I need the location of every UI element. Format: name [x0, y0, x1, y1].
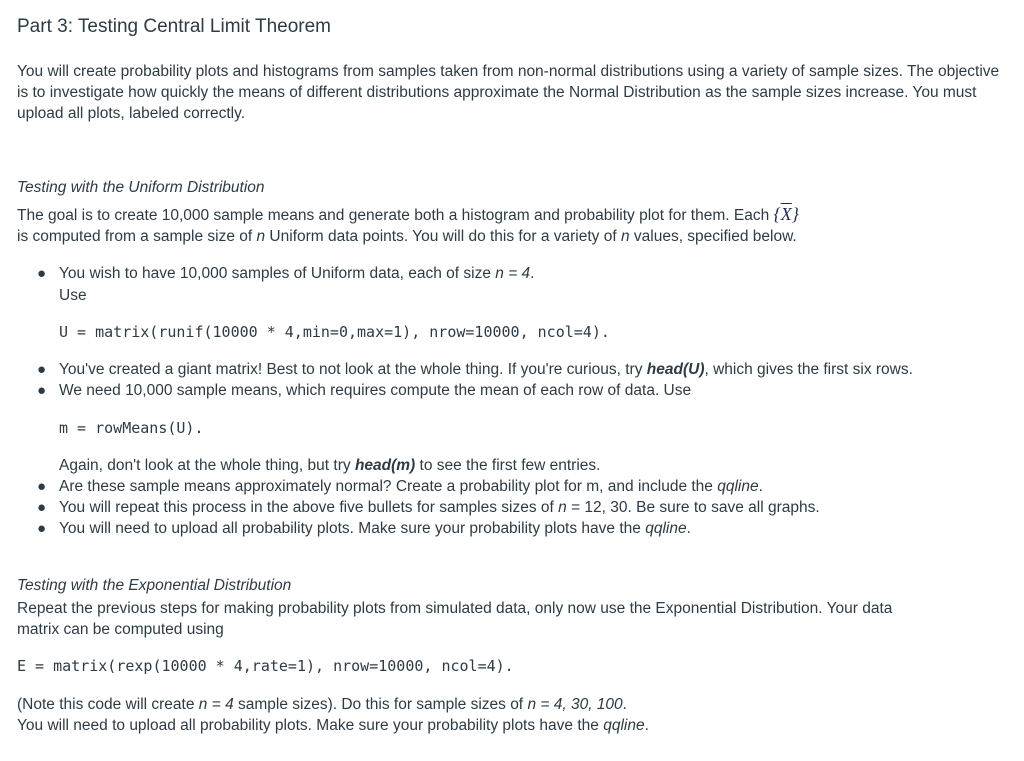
xbar-open-brace: { [773, 204, 781, 224]
bullet-2-end: , which gives the first six rows. [704, 361, 913, 378]
use-label: Use [59, 287, 87, 304]
uniform-heading: Testing with the Uniform Distribution [17, 179, 265, 196]
bullet-dot: ● [37, 520, 47, 537]
uniform-goal-text-a: The goal is to create 10,000 sample means and generate both a histogram and probability plot for them. Each [17, 207, 774, 224]
bullet-2 [37, 359, 913, 380]
bullet-1 [37, 263, 534, 284]
code-uniform-matrix: U = matrix(runif(10000 * 4,min=0,max=1), nrow=10000, ncol=4). [59, 323, 610, 341]
bullet-5 [37, 497, 820, 518]
uniform-goal-line1 [17, 204, 799, 226]
code-rowmeans: m = rowMeans(U). [59, 419, 204, 437]
exponential-line2: matrix can be computed using [17, 621, 224, 638]
head-u-code: head(U) [646, 361, 705, 378]
qqline-term: qqline [717, 478, 759, 495]
sample-sizes: n = 4, 30, 100 [527, 696, 623, 713]
uniform-goal-line2 [17, 226, 797, 247]
qqline-term: qqline [603, 717, 645, 734]
again-end: to see the first few entries. [415, 457, 601, 474]
bullet-1-text: You wish to have 10,000 samples of Uniform data, each of size [59, 265, 496, 282]
note-text-a: (Note this code will create [17, 696, 199, 713]
n-variable: n [256, 228, 266, 245]
bullet-dot: ● [37, 382, 47, 399]
n-variable: n [620, 228, 630, 245]
goal-text-b1: is computed from a sample size of [17, 228, 257, 245]
bullet-2-text: You've created a giant matrix! Best to not look at the whole thing. If you're curious, try [59, 361, 647, 378]
bullet-dot: ● [37, 499, 47, 516]
code-exponential-matrix: E = matrix(rexp(10000 * 4,rate=1), nrow=10000, ncol=4). [17, 657, 514, 675]
n-equals-4: n = 4 [495, 265, 531, 282]
bullet-6-text: You will need to upload all probability plots. Make sure your probability plots have the [59, 520, 646, 537]
n-variable: n [558, 499, 567, 516]
again-text: Again, don't look at the whole thing, but try [59, 457, 355, 474]
exponential-line1: Repeat the previous steps for making probability plots from simulated data, only now use the Exponential Distribution. Your data [17, 600, 893, 617]
bullet-1-end: . [530, 265, 535, 282]
bullet-5-end: = 12, 30. Be sure to save all graphs. [566, 499, 820, 516]
bullet-dot: ● [37, 361, 47, 378]
goal-text-b3: values, specified below. [629, 228, 797, 245]
page-title: Part 3: Testing Central Limit Theorem [17, 16, 331, 37]
bullet-4 [37, 476, 763, 497]
bullet-4-text: Are these sample means approximately normal? Create a probability plot for m, and include the [59, 478, 718, 495]
bullet-6-end: . [686, 520, 691, 537]
xbar-symbol: $\overline{X}$ [780, 204, 792, 224]
bullet-3-text: We need 10,000 sample means, which requires compute the mean of each row of data. Use [59, 382, 692, 399]
bullet-6 [37, 518, 691, 539]
upload-end: . [644, 717, 649, 734]
bullet-dot: ● [37, 265, 47, 282]
bullet-dot: ● [37, 478, 47, 495]
note-text-b: sample sizes). Do this for sample sizes of [233, 696, 528, 713]
head-m-code: head(m) [354, 457, 416, 474]
bullet-4-end: . [758, 478, 763, 495]
note-end: . [622, 696, 627, 713]
bullet-3 [37, 380, 691, 401]
qqline-term: qqline [645, 520, 687, 537]
again-line [59, 455, 600, 476]
xbar-expression [774, 204, 799, 224]
upload-text: You will need to upload all probability plots. Make sure your probability plots have the [17, 717, 604, 734]
bullet-5-text: You will repeat this process in the above five bullets for samples sizes of [59, 499, 559, 516]
xbar-close-brace: } [791, 204, 799, 224]
exponential-note [17, 694, 627, 715]
intro-paragraph: You will create probability plots and histograms from samples taken from non-normal distributions using a variety of sample sizes. The objective is to investigate how quickly the means of different distributions approximate the Normal Distribution as the sample sizes increase. You must upload all plots, labeled correctly. [17, 63, 1000, 122]
exponential-upload-line [17, 715, 649, 736]
n-equals-4: n = 4 [198, 696, 234, 713]
goal-text-b2: Uniform data points. You will do this for a variety of [265, 228, 621, 245]
exponential-heading: Testing with the Exponential Distribution [17, 577, 292, 594]
